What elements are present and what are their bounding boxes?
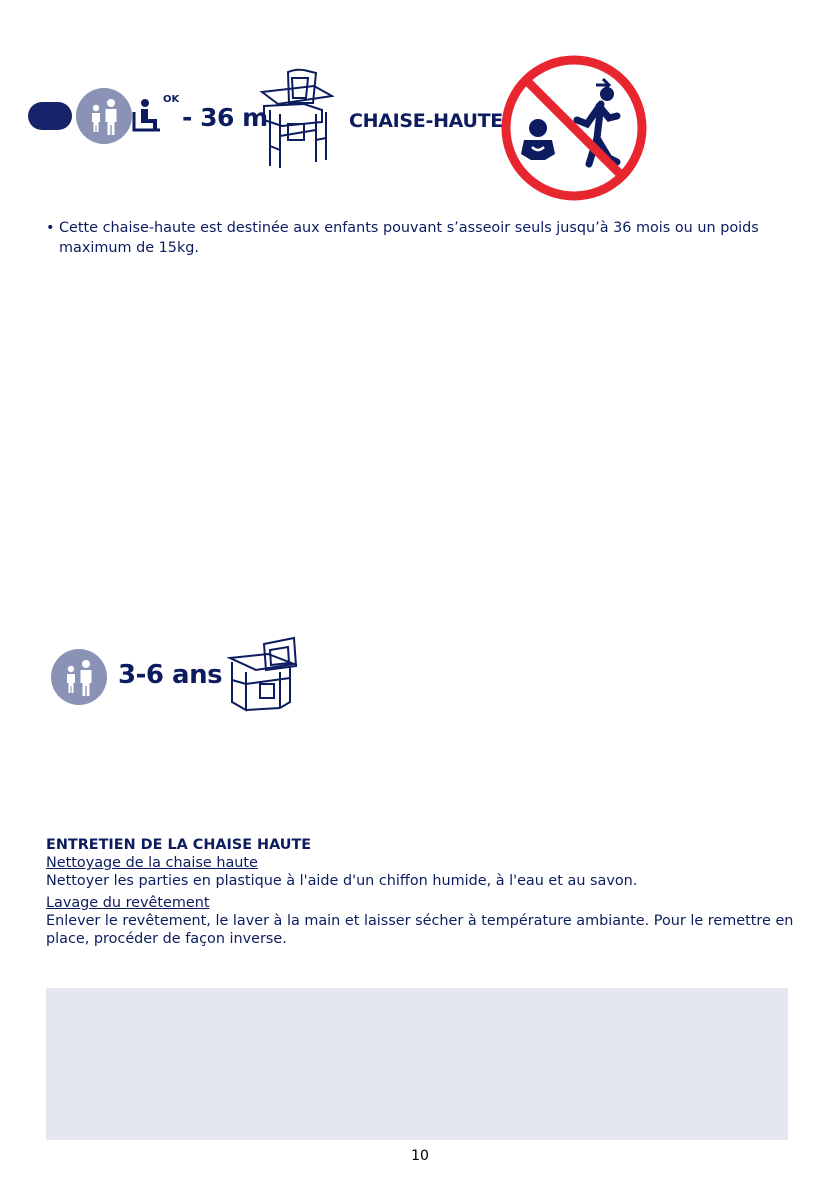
bullet-icon: •: [46, 220, 55, 236]
no-leave-child-unattended-icon: [500, 54, 648, 202]
cleaning-subtitle: Nettoyage de la chaise haute: [46, 855, 258, 871]
age-range-label: 3-6 ans: [118, 660, 223, 690]
page-number: 10: [411, 1148, 429, 1164]
care-section: [46, 836, 798, 948]
language-pill: [28, 102, 72, 130]
family-icon: [51, 649, 107, 705]
cleaning-text: Nettoyer les parties en plastique à l'aide d'un chiffon humide, à l'eau et au savon.: [46, 873, 638, 889]
family-icon: [76, 88, 132, 144]
ok-label: OK: [163, 94, 180, 105]
washing-subtitle: Lavage du revêtement: [46, 895, 210, 911]
age-range-label: - 36 m: [182, 103, 268, 132]
notes-panel: [46, 988, 788, 1140]
washing-text: Enlever le revêtement, le laver à la main et laisser sécher à température ambiante. Pour le remettre en place, procéder de façon inverse.: [46, 913, 794, 947]
high-chair-icon: [258, 66, 334, 170]
intro-sentence: Cette chaise-haute est destinée aux enfants pouvant s’asseoir seuls jusqu’à 36 mois ou un poids maximum de 15kg.: [59, 220, 759, 256]
mode-title: CHAISE-HAUTE: [349, 110, 503, 132]
table-chair-icon: [224, 636, 304, 716]
intro-text: [46, 218, 809, 258]
care-title: ENTRETIEN DE LA CHAISE HAUTE: [46, 837, 312, 853]
